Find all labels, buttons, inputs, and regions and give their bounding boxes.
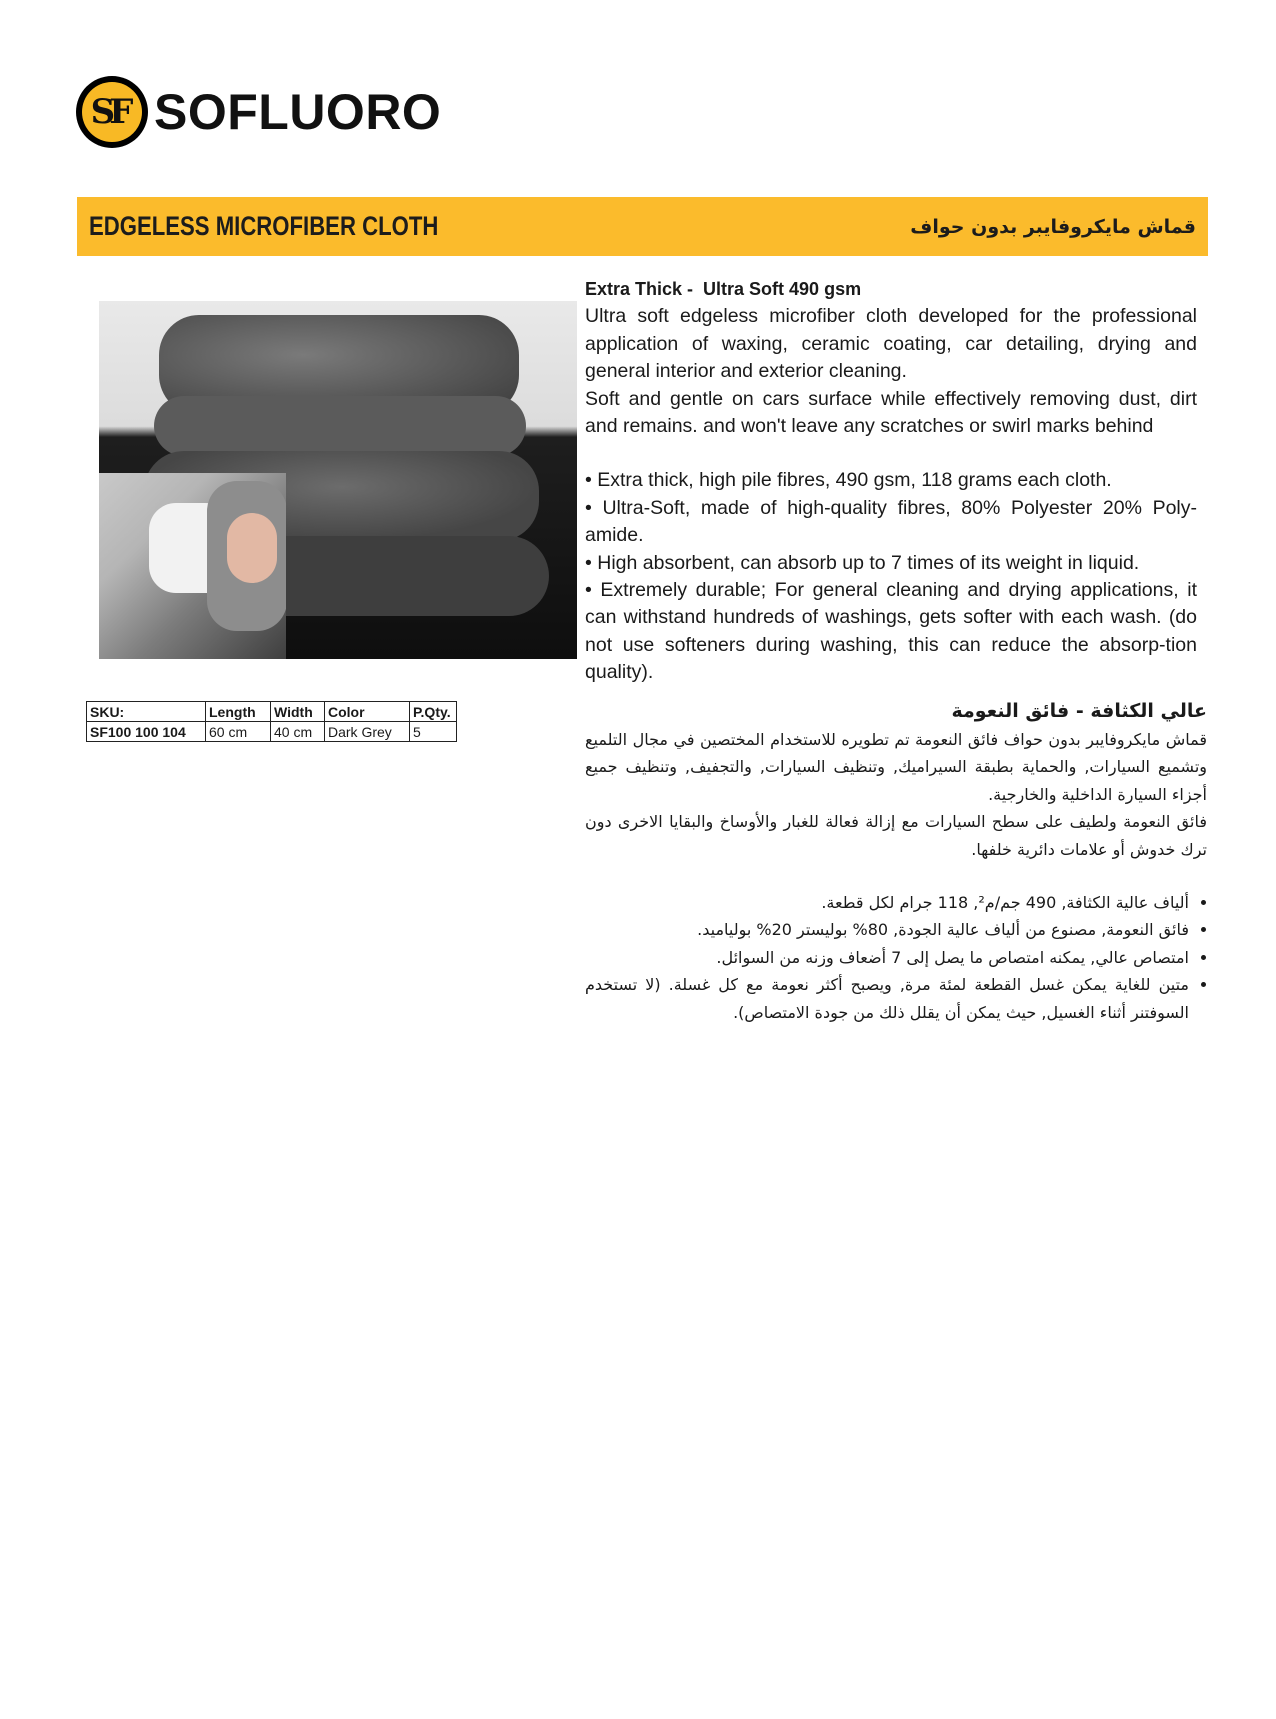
- header-color: Color: [325, 702, 410, 722]
- page-title-en: EDGELESS MICROFIBER CLOTH: [89, 211, 439, 241]
- arabic-paragraph-1: قماش مايكروفايبر بدون حواف فائق النعومة تم تطويره للاستخدام المختصين في مجال التلميع وتشميع السيارات, والحماية بطبقة السيراميك, وتنظيف السيارات, والتجفيف, وتنظيف جميع أجزاء السيارة الداخلية والخارجية.: [585, 730, 1207, 804]
- logo-icon: [76, 76, 148, 148]
- cell-color: Dark Grey: [325, 722, 410, 742]
- english-subtitle: Extra Thick - Ultra Soft 490 gsm: [585, 279, 862, 299]
- english-paragraph-1: Ultra soft edgeless microfiber cloth developed for the professional application of waxing, ceramic coating, car detailing, drying and general interior and exterior cleaning.: [585, 305, 1197, 383]
- arabic-bullet-2: • فائق النعومة, مصنوع من ألياف عالية الجودة, 80% بوليستر 20% بولياميد.: [585, 916, 1189, 943]
- brand-logo: [76, 76, 441, 148]
- arabic-description: [585, 696, 1207, 1026]
- english-description: [585, 276, 1197, 687]
- logo-mark-letters: SF: [82, 82, 142, 142]
- english-bullet-1: • Extra thick, high pile fibres, 490 gsm, 118 grams each cloth.: [585, 469, 1112, 492]
- hand: [227, 513, 277, 583]
- header-sku: SKU:: [87, 702, 206, 722]
- cell-length: 60 cm: [206, 722, 271, 742]
- specs-header-row: [87, 702, 457, 722]
- cell-pqty: 5: [410, 722, 457, 742]
- english-bullet-3: • High absorbent, can absorb up to 7 times of its weight in liquid.: [585, 551, 1140, 574]
- header-pqty: P.Qty.: [410, 702, 457, 722]
- towel-fold: [154, 396, 526, 456]
- header-length: Length: [206, 702, 271, 722]
- brand-name: SOFLUORO: [154, 84, 442, 140]
- table-row: [87, 722, 457, 742]
- english-bullet-2: • Ultra-Soft, made of high-quality fibres, 80% Polyester 20% Poly-amide.: [585, 496, 1197, 547]
- product-photo: [99, 301, 577, 659]
- arabic-bullet-list: [585, 889, 1207, 1026]
- english-paragraph-2: Soft and gentle on cars surface while effectively removing dust, dirt and remains. and won't leave any scratches or swirl marks behind: [585, 387, 1197, 438]
- arabic-bullet-3: • امتصاص عالي, يمكنه امتصاص ما يصل إلى 7 أضعاف وزنه من السوائل.: [585, 944, 1189, 971]
- english-bullet-4: • Extremely durable; For general cleaning and drying applications, it can withstand hundreds of washings, gets softer with each wash. (do not use softeners during washing, this can reduce the absorp-tion quality).: [585, 579, 1197, 684]
- header-width: Width: [271, 702, 325, 722]
- page-title-ar: قماش مايكروفايبر بدون حواف: [910, 215, 1196, 238]
- specs-table: [86, 701, 457, 742]
- arabic-bullet-4: • متين للغاية يمكن غسل القطعة لمئة مرة, ويصبح أكثر نعومة مع كل غسلة. (لا تستخدم السوفتنر أثناء الغسيل, حيث يمكن أن يقلل ذلك من جودة الامتصاص).: [585, 971, 1189, 1026]
- arabic-paragraph-2: فائق النعومة ولطيف على سطح السيارات مع إزالة فعالة للغبار والأوساخ والبقايا الاخرى دون ترك خدوش أو علامات دائرية خلفها.: [585, 812, 1207, 859]
- cell-width: 40 cm: [271, 722, 325, 742]
- title-bar: [77, 197, 1208, 256]
- cell-sku: SF100 100 104: [87, 722, 206, 742]
- arabic-bullet-1: • ألياف عالية الكثافة, 490 جم/م², 118 جرام لكل قطعة.: [585, 889, 1189, 916]
- inset-photo-car-mirror: [99, 473, 286, 659]
- arabic-subtitle: عالي الكثافة - فائق النعومة: [951, 700, 1207, 722]
